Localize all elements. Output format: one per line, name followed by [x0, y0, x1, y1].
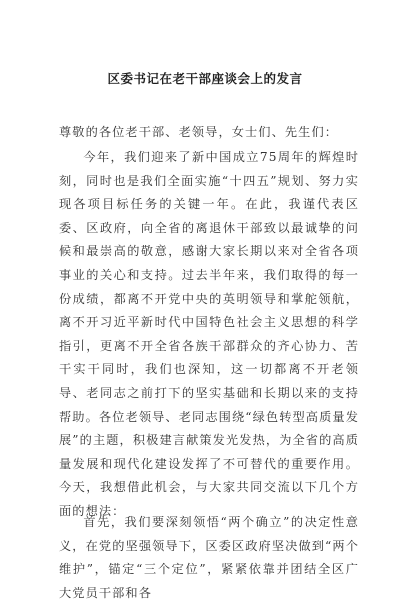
salutation: 尊敬的各位老干部、老领导，女士们、先生们：	[59, 125, 339, 139]
document-title: 区委书记在老干部座谈会上的发言	[107, 71, 303, 86]
paragraph-2: 首先，我们要深刻领悟“两个确立”的决定性意义，在党的坚强领导下，区委区政府坚决做到“两个维护”，锚定“三个定位”，紧紧依靠并团结全区广大党员干部和各	[59, 515, 359, 600]
paragraph-1: 今年，我们迎来了新中国成立75周年的辉煌时刻，同时也是我们全面实施“十四五”规划、努力实现各项目标任务的关键一年。在此，我谨代表区委、区政府，向全省的离退休干部致以最诚挚的问候和最崇高的敬意，感谢大家长期以来对全省各项事业的关心和支持。过去半年来，我们取得的每一份成绩，都离不开党中央的英明领导和掌舵领航，离不开习近平新时代中国特色社会主义思想的科学指引，更离不开全省各族干部群众的齐心协力、苦干实干同时，我们也深知，这一切都离不开老领导、老同志之前打下的坚实基础和长期以来的支持帮助。各位老领导、老同志围绕“绿色转型高质量发展”的主题，积极建言献策发光发热，为全省的高质量发展和现代化建设发挥了不可替代的重要作用。今天，我想借此机会，与大家共同交流以下几个方面的想法：	[59, 150, 359, 518]
